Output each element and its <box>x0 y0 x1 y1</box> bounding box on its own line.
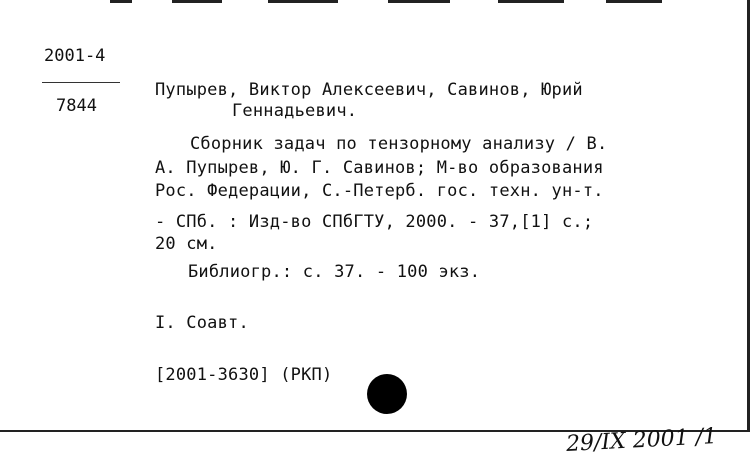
top-mark <box>268 0 338 3</box>
author-line: Пупырев, Виктор Алексеевич, Савинов, Юрий <box>155 80 583 100</box>
top-mark <box>388 0 450 3</box>
hole-punch-dot <box>367 374 407 414</box>
call-number-divider <box>42 82 120 83</box>
title-line-continued: А. Пупырев, Ю. Г. Савинов; М-во образования <box>155 158 604 178</box>
note-line: Библиогр.: с. 37. - 100 экз. <box>188 262 481 282</box>
top-mark <box>498 0 564 3</box>
call-number-bottom: 7844 <box>56 96 97 116</box>
top-mark <box>110 0 132 3</box>
call-number-top: 2001-4 <box>44 46 106 66</box>
dimensions-line: 20 см. <box>155 234 218 254</box>
accession-line: [2001-3630] (РКП) <box>155 365 333 385</box>
responsibility-line: Рос. Федерации, С.-Петерб. гос. техн. ун-т. <box>155 181 604 201</box>
top-mark <box>606 0 662 3</box>
handwritten-date: 29/IX 2001 /1 <box>565 424 718 457</box>
publication-line: - СПб. : Изд-во СПбГТУ, 2000. - 37,[1] с.; <box>155 212 594 232</box>
top-border-marks <box>0 0 750 4</box>
tracing-line: I. Соавт. <box>155 313 249 333</box>
author-line-continued: Геннадьевич. <box>232 101 358 121</box>
title-line: Сборник задач по тензорному анализу / В. <box>190 134 608 154</box>
top-mark <box>172 0 222 3</box>
